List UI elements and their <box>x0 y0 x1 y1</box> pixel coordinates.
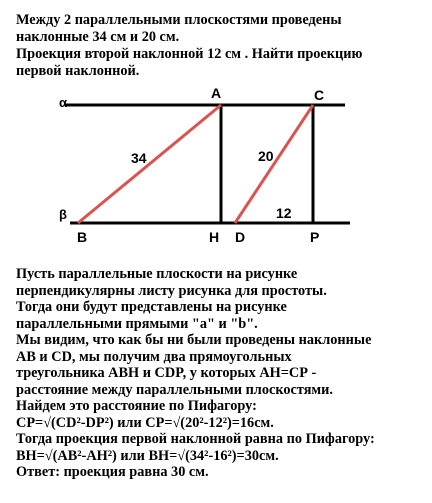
solution-line: Тогда они будут представлены на рисунке <box>16 299 287 315</box>
label-point-a: A <box>211 85 222 101</box>
problem-line: Проекция второй наклонной 12 см . Найти проекцию <box>16 46 363 62</box>
label-point-d: D <box>235 229 246 245</box>
label-point-h: H <box>209 229 220 245</box>
problem-line: Между 2 параллельными плоскостями проведены <box>16 12 342 28</box>
label-point-b: B <box>77 229 88 245</box>
solution-line: Мы видим, что как бы ни были проведены наклонные <box>16 332 372 348</box>
solution-text <box>16 266 432 481</box>
solution-line: ВН=√(AB²-AH²) или ВН=√(34²-16²)=30см. <box>16 447 279 464</box>
problem-statement <box>16 12 426 80</box>
problem-line: первой наклонной. <box>16 63 140 79</box>
solution-line: Тогда проекция первой наклонной равна по Пифагору: <box>16 431 375 447</box>
problem-line: наклонные 34 см и 20 см. <box>16 29 180 45</box>
solution-line: Найдем это расстояние по Пифагору: <box>16 398 257 414</box>
solution-line: перпендикулярны листу рисунка для простоты. <box>16 282 327 299</box>
solution-line: СР=√(CD²-DP²) или СР=√(20²-12²)=16см. <box>16 414 274 431</box>
solution-line: параллельными прямыми "а" и "b". <box>16 315 258 332</box>
solution-answer: Ответ: проекция равна 30 см. <box>16 464 209 480</box>
label-point-c: C <box>314 87 325 103</box>
solution-line: Пусть параллельные плоскости на рисунке <box>16 266 298 282</box>
label-length-ab: 34 <box>131 150 147 166</box>
label-point-p: P <box>310 229 320 245</box>
solution-line: расстояние между параллельными плоскостями. <box>16 381 333 398</box>
incline-ab <box>78 105 221 223</box>
label-length-cd: 20 <box>258 148 274 164</box>
label-alpha: α <box>59 95 67 110</box>
label-beta: β <box>59 207 67 222</box>
label-length-dp: 12 <box>276 205 292 221</box>
geometry-figure <box>0 80 432 260</box>
solution-line: треугольника АВН и CDP, у которых АН=СР - <box>16 365 317 381</box>
solution-line: АВ и CD, мы получим два прямоугольных <box>16 348 292 365</box>
incline-cd <box>235 105 313 223</box>
